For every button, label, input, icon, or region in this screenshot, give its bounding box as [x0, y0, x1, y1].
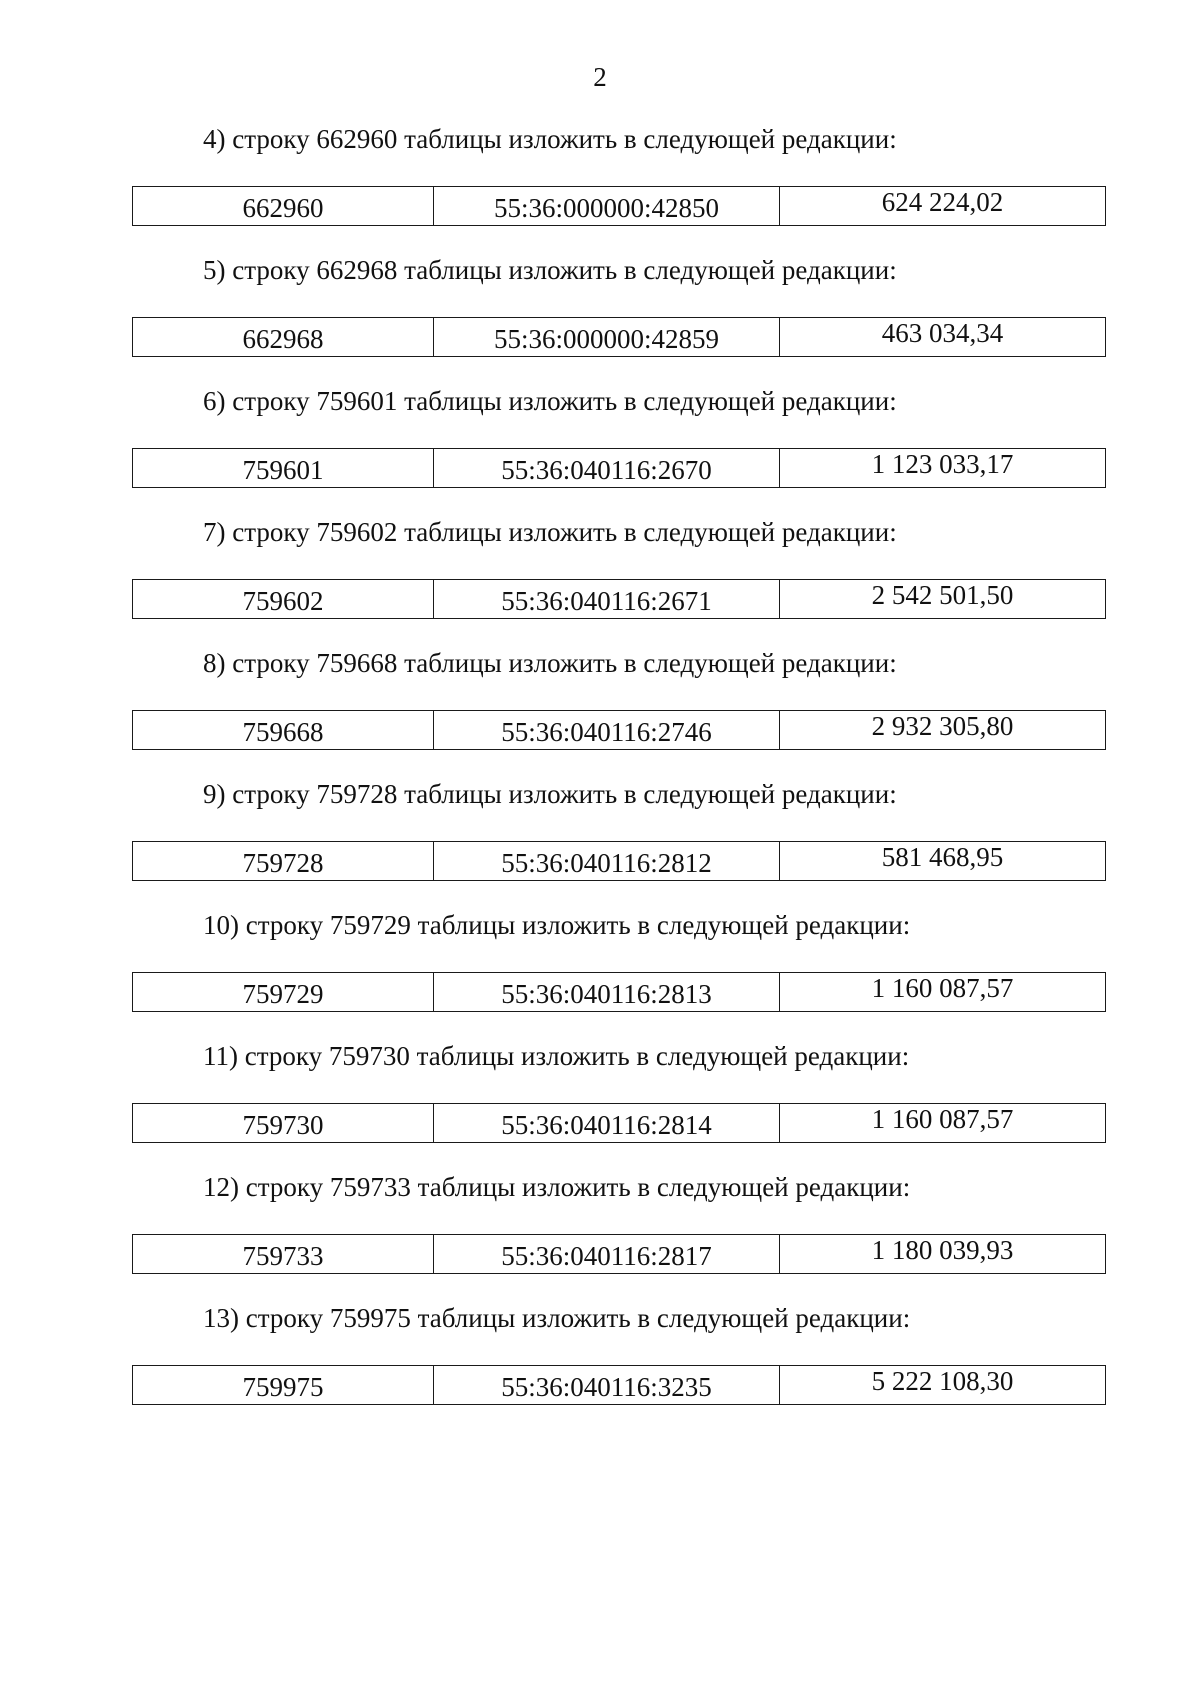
cadastral-number-cell: 55:36:040116:2746: [434, 711, 780, 750]
table-row: [133, 711, 1106, 750]
value-cell: 2 932 305,80: [780, 711, 1106, 750]
row-number-cell: 662960: [133, 187, 434, 226]
row-number-cell: 759728: [133, 842, 434, 881]
cadastral-number-cell: 55:36:040116:3235: [434, 1366, 780, 1405]
table-row: [133, 842, 1106, 881]
value-cell: 463 034,34: [780, 318, 1106, 357]
table-row: [133, 318, 1106, 357]
amendment-instruction: 10) строку 759729 таблицы изложить в следующей редакции:: [203, 910, 911, 940]
amendment-item: [0, 253, 1200, 384]
table-row: [133, 973, 1106, 1012]
value-cell: 1 160 087,57: [780, 1104, 1106, 1143]
amendment-item: [0, 122, 1200, 253]
cadastral-number-cell: 55:36:000000:42850: [434, 187, 780, 226]
amendment-instruction: 7) строку 759602 таблицы изложить в следующей редакции:: [203, 517, 897, 547]
amendment-item: [0, 1170, 1200, 1301]
amendment-instruction: 11) строку 759730 таблицы изложить в следующей редакции:: [203, 1041, 910, 1071]
amendment-table: [132, 317, 1106, 357]
amendment-instruction: 9) строку 759728 таблицы изложить в следующей редакции:: [203, 779, 897, 809]
amendment-item: [0, 515, 1200, 646]
amendment-instruction: 13) строку 759975 таблицы изложить в следующей редакции:: [203, 1303, 911, 1333]
value-cell: 1 123 033,17: [780, 449, 1106, 488]
amendment-item: [0, 1301, 1200, 1432]
page-number: 2: [593, 62, 607, 92]
value-cell: 5 222 108,30: [780, 1366, 1106, 1405]
table-row: [133, 580, 1106, 619]
amendment-instruction: 5) строку 662968 таблицы изложить в следующей редакции:: [203, 255, 897, 285]
table-row: [133, 1366, 1106, 1405]
amendment-item: [0, 908, 1200, 1039]
cadastral-number-cell: 55:36:040116:2812: [434, 842, 780, 881]
amendment-table: [132, 841, 1106, 881]
amendment-table: [132, 972, 1106, 1012]
amendment-table: [132, 710, 1106, 750]
row-number-cell: 759729: [133, 973, 434, 1012]
value-cell: 1 180 039,93: [780, 1235, 1106, 1274]
amendment-instruction: 12) строку 759733 таблицы изложить в следующей редакции:: [203, 1172, 911, 1202]
row-number-cell: 759975: [133, 1366, 434, 1405]
value-cell: 2 542 501,50: [780, 580, 1106, 619]
table-row: [133, 1235, 1106, 1274]
cadastral-number-cell: 55:36:040116:2817: [434, 1235, 780, 1274]
table-row: [133, 1104, 1106, 1143]
table-row: [133, 449, 1106, 488]
amendment-instruction: 4) строку 662960 таблицы изложить в следующей редакции:: [203, 124, 897, 154]
amendment-table: [132, 1234, 1106, 1274]
amendment-item: [0, 384, 1200, 515]
value-cell: 624 224,02: [780, 187, 1106, 226]
row-number-cell: 662968: [133, 318, 434, 357]
row-number-cell: 759668: [133, 711, 434, 750]
amendment-instruction: 6) строку 759601 таблицы изложить в следующей редакции:: [203, 386, 897, 416]
cadastral-number-cell: 55:36:040116:2670: [434, 449, 780, 488]
cadastral-number-cell: 55:36:040116:2813: [434, 973, 780, 1012]
amendment-table: [132, 1365, 1106, 1405]
amendment-item: [0, 1039, 1200, 1170]
amendment-instruction: 8) строку 759668 таблицы изложить в следующей редакции:: [203, 648, 897, 678]
cadastral-number-cell: 55:36:040116:2671: [434, 580, 780, 619]
amendment-table: [132, 579, 1106, 619]
table-row: [133, 187, 1106, 226]
row-number-cell: 759730: [133, 1104, 434, 1143]
amendment-list: [0, 122, 1200, 1432]
amendment-item: [0, 777, 1200, 908]
amendment-table: [132, 1103, 1106, 1143]
row-number-cell: 759733: [133, 1235, 434, 1274]
cadastral-number-cell: 55:36:040116:2814: [434, 1104, 780, 1143]
value-cell: 581 468,95: [780, 842, 1106, 881]
value-cell: 1 160 087,57: [780, 973, 1106, 1012]
amendment-item: [0, 646, 1200, 777]
amendment-table: [132, 448, 1106, 488]
row-number-cell: 759601: [133, 449, 434, 488]
amendment-table: [132, 186, 1106, 226]
cadastral-number-cell: 55:36:000000:42859: [434, 318, 780, 357]
row-number-cell: 759602: [133, 580, 434, 619]
